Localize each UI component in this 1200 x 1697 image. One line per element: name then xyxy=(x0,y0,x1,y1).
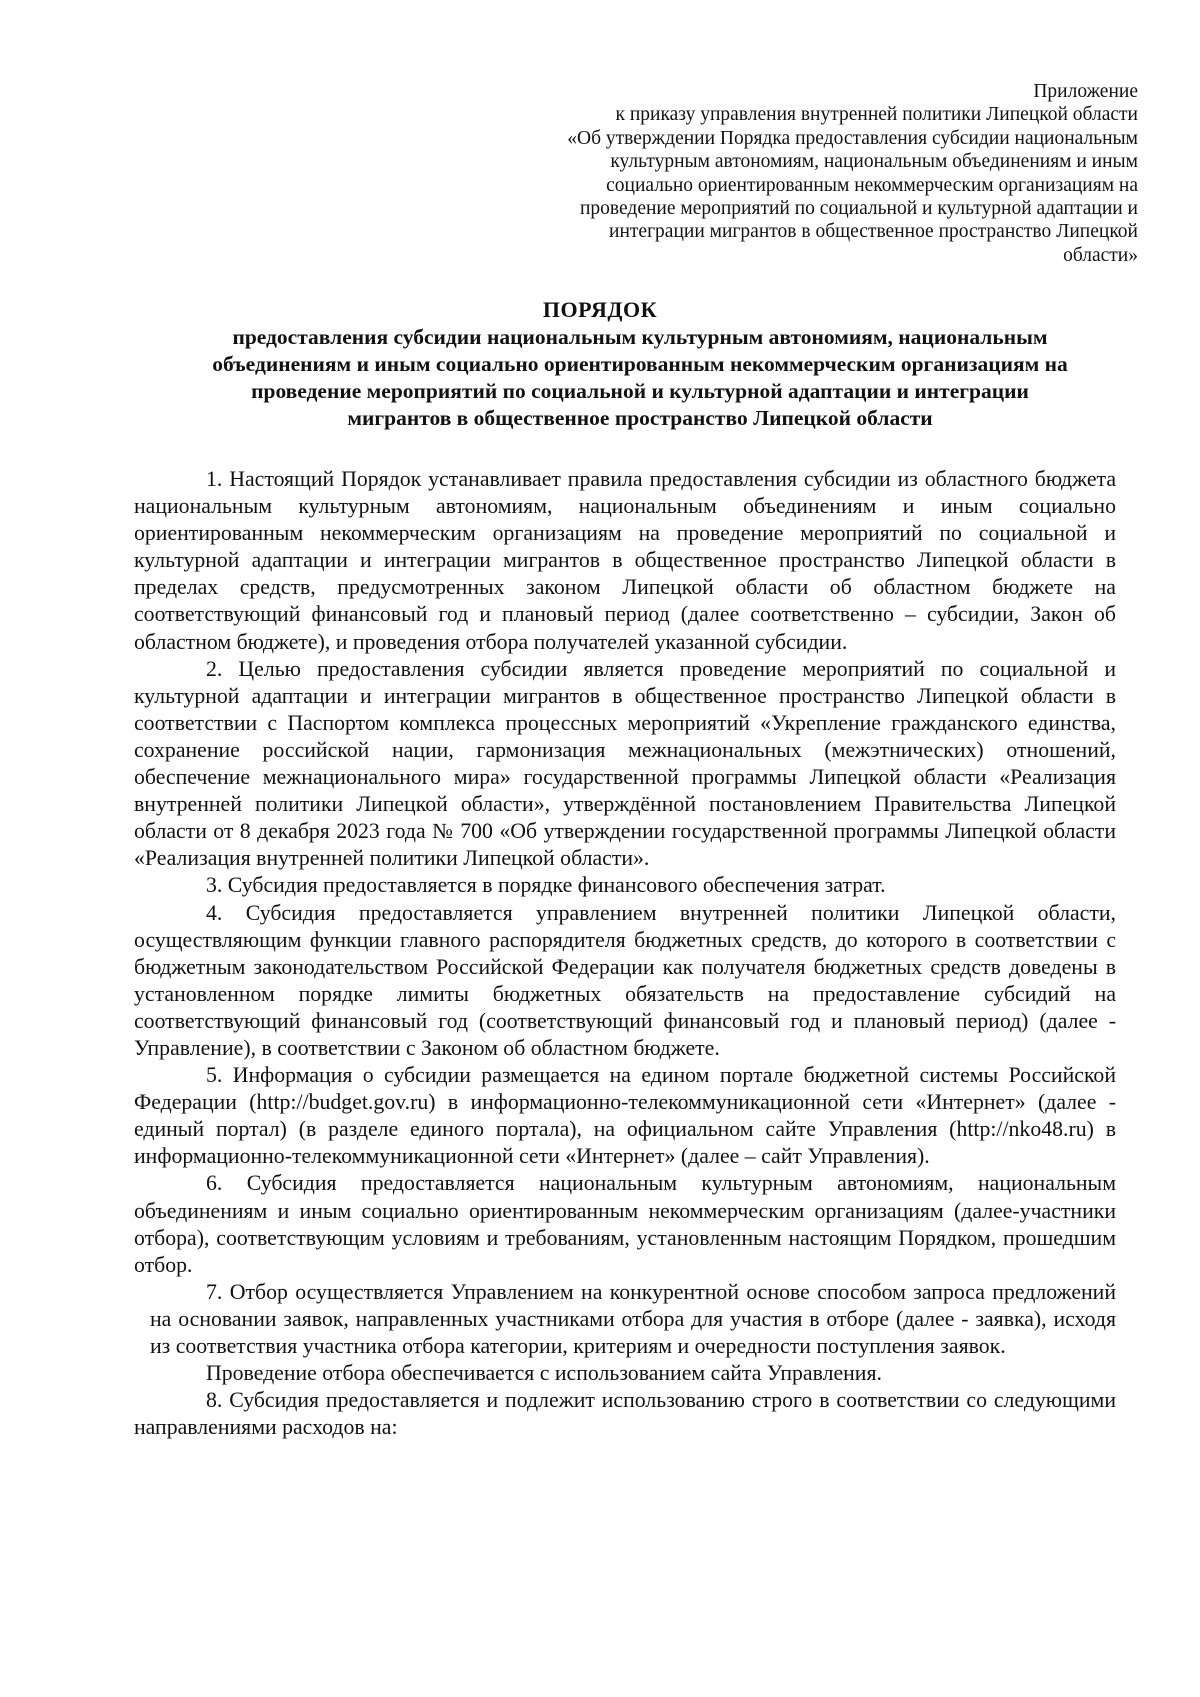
paragraph-4: 4. Субсидия предоставляется управлением внутренней политики Липецкой области, осуществляющим функции главного распорядителя бюджетных средств, до которого в соответствии с бюджетным законодательством Российской Федерации как получателя бюджетных средств доведены в установленном порядке лимиты бюджетных обязательств на предоставление субсидий на соответствующий финансовый год (соответствующий финансовый год и плановый период) (далее - Управление), в соответствии с Законом об областном бюджете. xyxy=(134,900,1116,1060)
paragraph-2: 2. Целью предоставления субсидии является проведение мероприятий по социальной и культурной адаптации и интеграции мигрантов в общественное пространство Липецкой области в соответствии с Паспортом комплекса процессных мероприятий «Укрепление гражданского единства, сохранение российской нации, гармонизация межнациональных (межэтнических) отношений, обеспечение межнационального мира» государственной программы Липецкой области «Реализация внутренней политики Липецкой области», утверждённой постановлением Правительства Липецкой области от 8 декабря 2023 года № 700 «Об утверждении государственной программы Липецкой области «Реализация внутренней политики Липецкой области». xyxy=(134,656,1116,871)
paragraph-3: 3. Субсидия предоставляется в порядке финансового обеспечения затрат. xyxy=(206,873,886,898)
paragraph-1: 1. Настоящий Порядок устанавливает правила предоставления субсидии из областного бюджета национальным культурным автономиям, национальным объединениям и иным социально ориентированным некоммерческим организациям на проведение мероприятий по социальной и культурной адаптации и интеграции мигрантов в общественное пространство Липецкой области в пределах средств, предусмотренных законом Липецкой области об областном бюджете на соответствующий финансовый год и плановый период (далее соответственно – субсидии, Закон об областном бюджете), и проведения отбора получателей указанной субсидии. xyxy=(134,467,1116,654)
appendix-line: проведение мероприятий по социальной и культурной адаптации и xyxy=(579,198,1138,220)
paragraph-6: 6. Субсидия предоставляется национальным культурным автономиям, национальным объединениям и иным социально ориентированным некоммерческим организациям (далее-участники отбора), соответствующим условиям и требованиям, установленным настоящим Порядком, прошедшим отбор. xyxy=(134,1171,1116,1277)
paragraph-7: 7. Отбор осуществляется Управлением на конкурентной основе способом запроса предложений на основании заявок, направленных участниками отбора для участия в отборе (далее - заявка), исходя из соответствия участника отбора категории, критериям и очередности поступления заявок. xyxy=(150,1279,1116,1358)
paragraph-8: 8. Субсидия предоставляется и подлежит использованию строго в соответствии со следующими направлениями расходов на: xyxy=(134,1388,1116,1440)
subtitle-line: проведение мероприятий по социальной и культурной адаптации и интеграции xyxy=(251,379,1029,403)
appendix-line: области» xyxy=(1063,244,1138,266)
paragraph-5: 5. Информация о субсидии размещается на едином портале бюджетной системы Российской Федерации (http://budget.gov.ru) в информационно-телекоммуникационной сети «Интернет» (далее - единый портал) (в разделе единого портала), на официальном сайте Управления (http://nko48.ru) в информационно-телекоммуникационной сети «Интернет» (далее – сайт Управления). xyxy=(134,1063,1116,1169)
appendix-header xyxy=(518,80,1138,267)
appendix-line: культурным автономиям, национальным объединениям и иным xyxy=(610,151,1138,173)
document-title: ПОРЯДОК xyxy=(542,297,658,322)
subtitle-line: предоставления субсидии национальным культурным автономиям, национальным xyxy=(232,325,1048,349)
paragraph-7-note: Проведение отбора обеспечивается с использованием сайта Управления. xyxy=(206,1361,882,1386)
subtitle-line: мигрантов в общественное пространство Липецкой области xyxy=(347,406,933,430)
appendix-line: «Об утверждении Порядка предоставления субсидии национальным xyxy=(567,127,1138,149)
appendix-line: социально ориентированным некоммерческим организациям на xyxy=(606,174,1138,196)
appendix-line: к приказу управления внутренней политики Липецкой области xyxy=(615,104,1138,126)
document-body xyxy=(134,466,1116,1441)
appendix-line: Приложение xyxy=(1033,81,1138,102)
subtitle-line: объединениям и иным социально ориентированным некоммерческим организациям на xyxy=(212,352,1068,376)
document-subtitle xyxy=(160,324,1120,432)
appendix-line: интеграции мигрантов в общественное пространство Липецкой xyxy=(609,221,1138,243)
